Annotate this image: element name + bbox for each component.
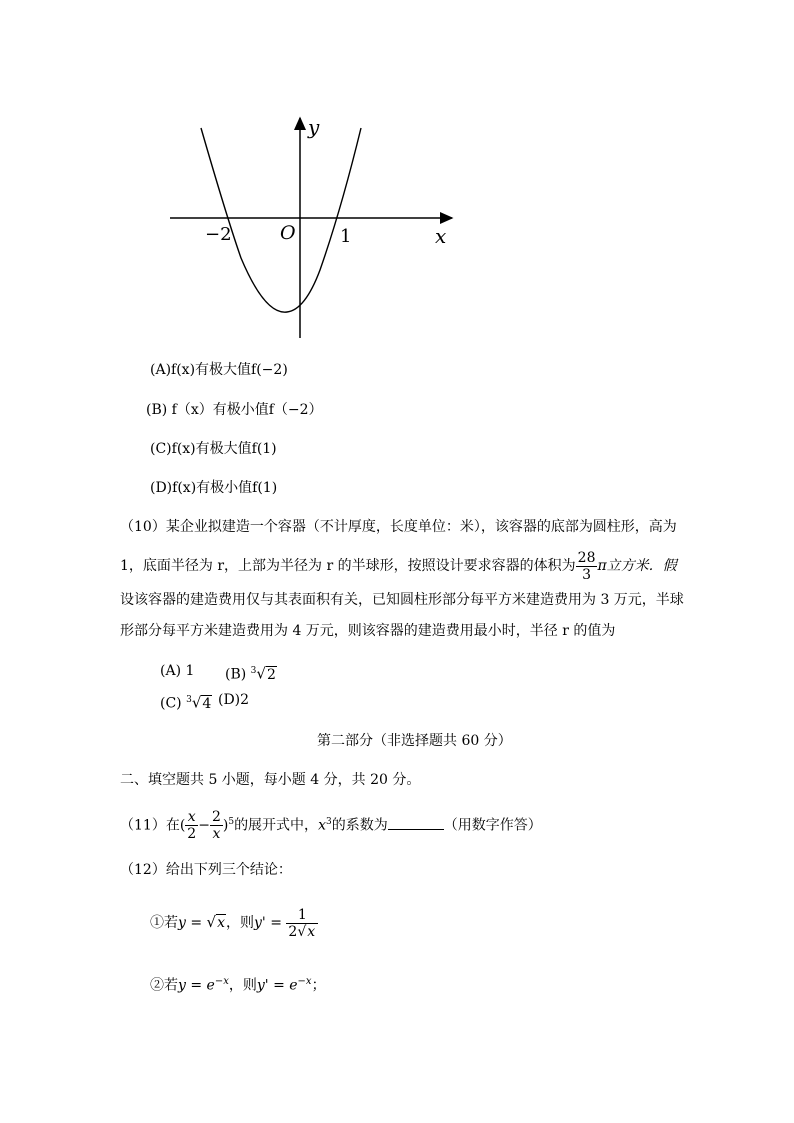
q11-exp: 5: [228, 817, 235, 827]
q11-close: ): [222, 817, 229, 834]
tick-label-neg2: −2: [205, 224, 232, 245]
q10-option-c-radicand: 4: [202, 695, 212, 712]
q11-frac-1: [185, 809, 198, 842]
q12-c2-then: ，则: [228, 977, 257, 994]
q12-c2-exp2: −x: [297, 976, 312, 987]
q10-option-c-prefix: (C): [160, 695, 187, 712]
q12-c1-num: 1: [286, 907, 318, 924]
q10-option-a: (A) 1: [160, 663, 195, 679]
q12-c1-yprime: y' =: [254, 915, 287, 931]
q11-frac-2-num: 2: [211, 809, 221, 826]
q10-option-b-radicand: 2: [266, 666, 276, 683]
q9-option-a: (A)f(x)有极大值f(−2): [150, 362, 288, 378]
q9-option-b: (B) f（x）有极小值f（−2）: [146, 402, 323, 418]
q12-conclusion-1: ①若y = √x，则y' = $\frac{1}{2√x}$: [150, 902, 318, 943]
q11-frac-2-den: x: [212, 826, 221, 843]
q10-option-b: (B) $^3$√2: [225, 664, 276, 683]
tick-label-1: 1: [340, 226, 352, 247]
q12-c2-exp: −x: [214, 976, 229, 987]
q11-frac-2: [210, 809, 223, 842]
q12-intro: （12）给出下列三个结论：: [120, 862, 292, 878]
q10-option-c: (C) $^3$√4: [160, 693, 212, 712]
q10-frac-den: 3: [582, 566, 592, 583]
y-axis-label: y: [308, 115, 320, 139]
q12-c1-den-rad: x: [307, 923, 316, 940]
q11-suffix-1: 的系数为: [331, 817, 388, 834]
q10-line-2-b: π立方米．假: [597, 558, 677, 574]
q11-answer-blank[interactable]: [388, 815, 444, 830]
q10-volume-fraction: [576, 550, 598, 583]
q12-c1-fraction: $\frac{1}{2√x}$: [286, 907, 318, 940]
q11-suffix-2: （用数字作答）: [443, 817, 542, 834]
q9-option-d: (D)f(x)有极小值f(1): [150, 480, 278, 496]
q10-line-1: （10）某企业拟建造一个容器（不计厚度，长度单位：米），该容器的底部为圆柱形，高为: [120, 519, 677, 535]
parabola-curve: [201, 128, 361, 312]
function-graph: [165, 110, 465, 345]
q11-frac-1-den: 2: [187, 826, 197, 843]
q12-c2-end: ；: [311, 977, 326, 994]
q11-xvar: x: [318, 817, 326, 834]
q10-option-d: (D)2: [218, 692, 250, 708]
q10-line-3: 设该容器的建造费用仅与其表面积有关，已知圆柱形部分每平方米建造费用为 3 万元，半球: [120, 592, 684, 608]
q12-c2-rhs: y' = e: [256, 977, 298, 994]
q12-conclusion-2: [150, 972, 326, 996]
q10-frac-num: 28: [577, 549, 596, 566]
origin-label: O: [280, 222, 296, 244]
section2-heading: 二、填空题共 5 小题，每小题 4 分，共 20 分。: [120, 772, 421, 788]
q11-xexp: 3: [325, 817, 332, 827]
q10-option-b-prefix: (B): [225, 666, 251, 683]
q12-c1-radicand: x: [217, 915, 226, 931]
q10-line-2: [120, 546, 677, 586]
q10-option-c-index: 3: [186, 695, 192, 705]
q12-c1-then: ，则: [226, 915, 255, 931]
x-axis-label: x: [435, 224, 447, 248]
q10-line-2-a: 1，底面半径为 r，上部为半径为 r 的半球形，按照设计要求容器的体积为: [120, 558, 576, 574]
q11-minus: −: [198, 817, 210, 834]
q9-option-c: (C)f(x)有极大值f(1): [150, 441, 277, 457]
q11-frac-1-num: x: [185, 809, 198, 826]
q10-line-4: 形部分每平方米建造费用为 4 万元，则该容器的建造费用最小时，半径 r 的值为: [120, 623, 616, 639]
q11-line: [120, 802, 542, 846]
q11-prefix: （11）在(: [120, 817, 186, 834]
q12-c1-lhs: y =: [178, 915, 207, 931]
q10-option-b-index: 3: [250, 666, 257, 676]
q12-c2-lhs: y = e: [178, 977, 215, 994]
q12-c2-prefix: ②若: [150, 977, 178, 994]
part2-heading: 第二部分（非选择题共 60 分）: [317, 733, 512, 749]
q11-mid: 的展开式中，: [234, 817, 319, 834]
q12-c1-prefix: ①若: [150, 915, 178, 931]
q12-c1-den-coef: 2: [288, 923, 298, 940]
